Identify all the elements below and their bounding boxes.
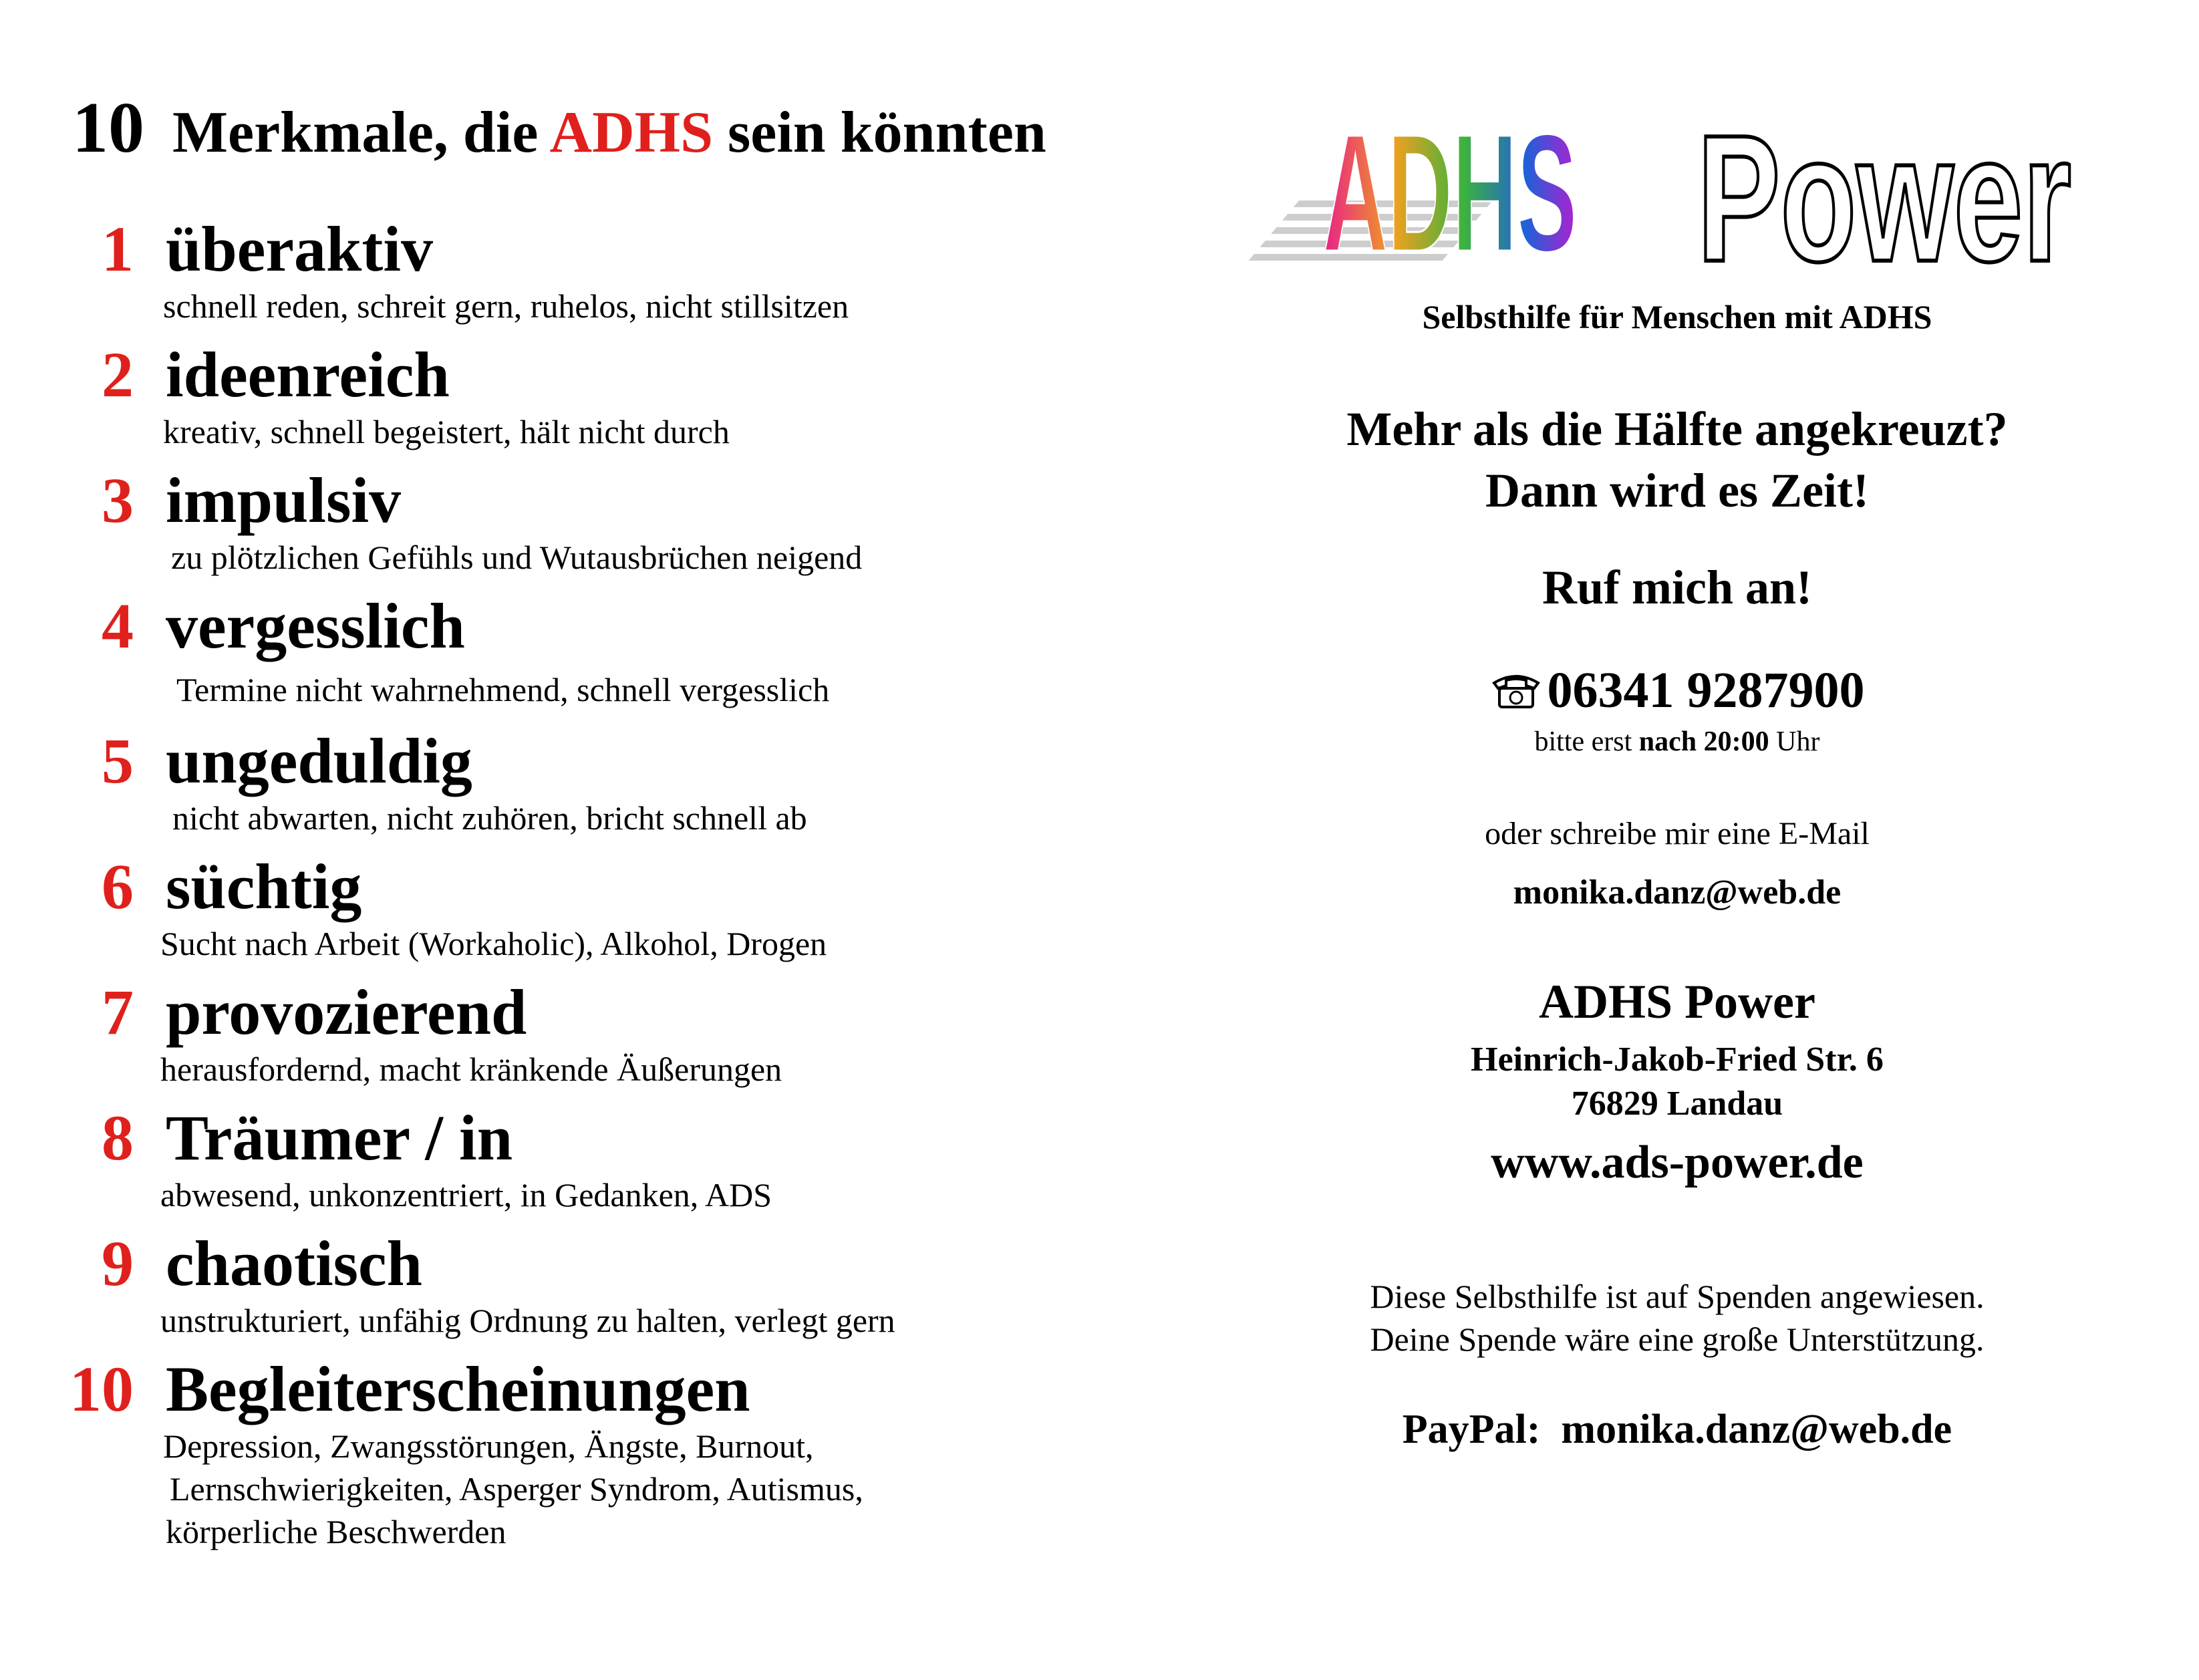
item-number: 9 [102, 1228, 134, 1299]
item-title: ungeduldig [166, 725, 472, 797]
donation-line: Deine Spende wäre eine große Unterstützung. [1370, 1320, 1985, 1358]
question-line: Mehr als die Hälfte angekreuzt? [1346, 402, 2008, 456]
item-description: schnell reden, schreit gern, ruhelos, nicht stillsitzen [163, 287, 849, 325]
item-title: überaktiv [166, 213, 434, 285]
item-title: provozierend [166, 976, 527, 1048]
item-number: 5 [102, 725, 134, 797]
contact-column [1256, 0, 2125, 1680]
phone-row [1256, 662, 2098, 720]
paypal-row [1256, 1406, 2098, 1453]
item-description: unstrukturiert, unfähig Ordnung zu halten, verlegt gern [160, 1302, 895, 1339]
item-description-line: Depression, Zwangsstörungen, Ängste, Burnout, [163, 1427, 814, 1465]
title-suffix: sein könnten [713, 100, 1046, 165]
title-prefix: Merkmale, die [172, 100, 550, 165]
email-intro: oder schreibe mir eine E-Mail [1485, 816, 1870, 851]
item-number: 7 [102, 976, 134, 1048]
page-title [72, 87, 1046, 170]
item-description: zu plötzlichen Gefühls und Wutausbrüchen neigend [171, 539, 863, 576]
phone-note [1256, 726, 2098, 758]
item-description-line: körperliche Beschwerden [166, 1513, 506, 1550]
item-number: 10 [69, 1353, 134, 1425]
item-description: Sucht nach Arbeit (Workaholic), Alkohol, Drogen [160, 925, 827, 962]
donation-line: Diese Selbsthilfe ist auf Spenden angewiesen. [1370, 1278, 1985, 1315]
item-title: ideenreich [166, 339, 450, 410]
question [1256, 398, 2098, 521]
item-description: herausfordernd, macht kränkende Äußerungen [160, 1051, 782, 1088]
org-name: ADHS Power [1539, 975, 1815, 1028]
donation-note [1256, 1275, 2098, 1361]
item-title: süchtig [166, 851, 362, 922]
item-title: vergesslich [166, 590, 465, 662]
telephone-icon [1490, 668, 1542, 710]
tagline: Selbsthilfe für Menschen mit ADHS [1422, 298, 1932, 335]
item-number: 6 [102, 851, 134, 922]
paypal-email[interactable]: monika.danz@web.de [1561, 1407, 1952, 1452]
item-description: kreativ, schnell begeistert, hält nicht durch [163, 413, 730, 450]
phone-note-text: Uhr [1769, 726, 1820, 757]
adhs-power-logo [1256, 98, 2125, 299]
phone-number[interactable]: 06341 9287900 [1547, 662, 1865, 718]
item-number: 2 [102, 339, 134, 410]
website-link[interactable]: www.ads-power.de [1491, 1137, 1864, 1188]
call-to-action: Ruf mich an! [1542, 561, 1812, 614]
title-number: 10 [72, 88, 144, 168]
logo-word-power: Power [1697, 98, 2071, 299]
email-link[interactable]: monika.danz@web.de [1513, 873, 1842, 912]
item-number: 4 [102, 590, 134, 662]
item-number: 8 [102, 1102, 134, 1173]
address [1256, 1038, 2098, 1126]
address-street: Heinrich-Jakob-Fried Str. 6 [1471, 1040, 1884, 1079]
item-number: 3 [102, 464, 134, 536]
phone-note-text: bitte erst [1534, 726, 1639, 757]
item-description: nicht abwarten, nicht zuhören, bricht schnell ab [172, 799, 807, 837]
item-title: Träumer / in [166, 1102, 513, 1173]
item-number: 1 [102, 213, 134, 285]
item-title: Begleiterscheinungen [166, 1353, 750, 1425]
phone-note-time: nach 20:00 [1638, 726, 1769, 757]
item-description: Termine nicht wahrnehmend, schnell vergesslich [176, 671, 830, 708]
question-line: Dann wird es Zeit! [1485, 464, 1869, 517]
address-city: 76829 Landau [1571, 1085, 1783, 1123]
item-title: impulsiv [166, 464, 402, 536]
paypal-label: PayPal: [1402, 1407, 1541, 1452]
item-title: chaotisch [166, 1228, 422, 1299]
item-description: abwesend, unkonzentriert, in Gedanken, ADS [160, 1176, 772, 1214]
title-highlight: ADHS [549, 100, 714, 165]
item-description [163, 1425, 1112, 1553]
logo-word-adhs: ADHS [1323, 100, 1577, 286]
item-description-line: Lernschwierigkeiten, Asperger Syndrom, Autismus, [170, 1470, 863, 1508]
